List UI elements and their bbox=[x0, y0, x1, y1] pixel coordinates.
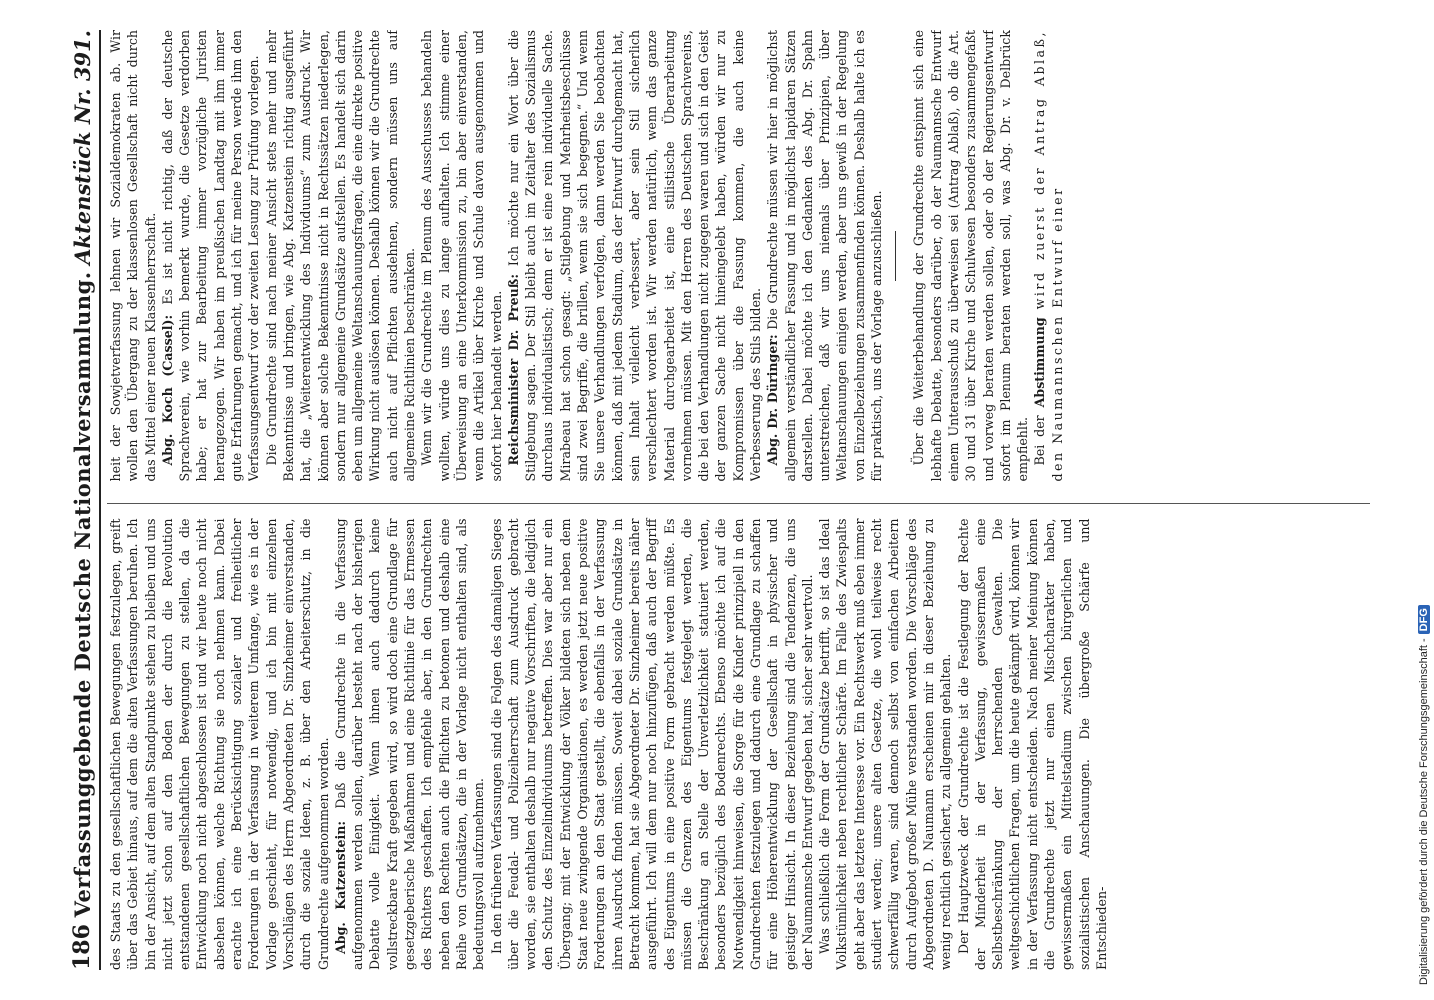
paragraph: Was schließlich die Form der Grundsätze betrifft, so ist das Ideal Volkstümlichkeit neben rechtlicher Schärfe. Im Falle des Zwiespalts geht aber das letztere Interesse vor. Ein Rechtswerk muß eben immer studiert werden; unsere alten Gesetze, die wohl teilweise recht schwerfällig waren, sind dennoch selbst von einfachen Arbeitern durch Aufgebot großer Mühe verstanden worden. Die Vorschläge des Abgeordneten D. Naumann erscheinen mir in dieser Beziehung zu wenig rechtlich gesichert, zu allgemein gehalten. bbox=[817, 518, 954, 970]
paragraph bbox=[505, 30, 764, 482]
paragraph-text: Daß die Grundrechte in die Verfassung aufgenommen werden sollen, darüber besteht nach der bisherigen Debatte volle Einigkeit. Wenn ihnen auch dadurch keine vollstreckbare Kraft gegeben wird, so wird doch eine Grundlage für gesetzgeberische Maßnahmen und eine Richtlinie für das Ermessen des Richters geschaffen. Ich empfehle aber, in den Grundrechten neben den Rechten auch die Pflichten zu betonen und deshalb eine Reihe von Grundsätzen, die in der Vorlage nicht enthalten sind, als bedeutungsvoll aufzunehmen. bbox=[332, 518, 487, 970]
page-header bbox=[55, 30, 95, 970]
paragraph: In den früheren Verfassungen sind die Folgen des damaligen Sieges über die Feudal- und Polizeiherrschaft zum Ausdruck gebracht worden, sie enthalten deshalb nur negative Vorschriften, die lediglich den Schutz des Einzelindividuums betreffen. Dies war aber nur ein Übergang; mit der Entwicklung der Völker bildeten sich neben dem Staat neue zwingende Organisationen, es werden jetzt neue positive Forderungen an den Staat gestellt, die ebenfalls in der Verfassung ihren Ausdruck finden müssen. Soweit dabei soziale Grundsätze in Betracht kommen, hat sie Abgeordneter Dr. Sinzheimer bereits näher ausgeführt. Ich will dem nur noch hinzufügen, daß auch der Begriff des Eigentums in eine positive Form gebracht werden müßte. Es müssen die Grenzen des Eigentums festgelegt werden, die Beschränkung an Stelle der Unverletzlichkeit statuiert werden, besonders bezüglich des Bodenrechts. Ebenso möchte ich auf die Notwendigkeit hinweisen, die Sorge für die Kinder prinzipiell in den Grundrechten festzulegen und dadurch eine Grundlage zu schaffen für eine Höherentwicklung der Gesellschaft in physischer und geistiger Hinsicht. In dieser Beziehung sind die Tendenzen, die uns der Naumannsche Entwurf gegeben hat, sicher sehr wertvoll. bbox=[488, 518, 815, 970]
running-title: Verfassunggebende Deutsche Nationalversammlung. bbox=[70, 271, 95, 918]
paragraph: Der Hauptzweck der Grundrechte ist die Festlegung der Rechte der Minderheit in der Verfassung, gewissermaßen eine Selbstbeschränkung der herrschenden Gewalten. Die weltgeschichtlichen Fragen, um die heute gekämpft wird, können wir in der Verfassung nicht entscheiden. Nach meiner Meinung können die Grundrechte jetzt nur einen Mischcharakter haben, gewissermaßen ein Mittelstadium zwischen bürgerlichen und sozialistischen Anschauungen. Die übergroße Schärfe und Entschieden- bbox=[955, 518, 1109, 970]
paragraph bbox=[332, 519, 488, 971]
paragraph bbox=[159, 30, 263, 482]
right-column bbox=[107, 30, 1370, 482]
header-rule bbox=[99, 30, 101, 970]
paragraph: heit der Sowjetverfassung lehnen wir Sozialdemokraten ab. Wir wollen den Übergang zu der klassenlosen Gesellschaft nicht durch das Mittel einer neuen Klassenherrschaft. bbox=[108, 30, 158, 482]
paragraph-text: Es ist nicht richtig, daß der deutsche Sprachverein, wie vorhin bemerkt wurde, die Gesetze verdorben habe; er hat zur Bearbeitung immer vorzügliche Juristen herangezogen. Wir haben im preußischen Landtag mit ihm immer gute Erfahrungen gemacht, und ich für meine Person werde ihm den Verfassungsentwurf vor der zweiten Lesung zur Prüfung vorlegen. bbox=[159, 30, 262, 482]
document-page bbox=[55, 20, 1370, 980]
speaker-name: Abg. Katzenstein: bbox=[332, 820, 348, 954]
paragraph: Wenn wir die Grundrechte im Plenum des Ausschusses behandeln wollten, würde uns dies zu lange aufhalten. Ich stimme einer Überweisung an eine Unterkommission zu, bin aber einverstanden, wenn die Artikel über Kirche und Schule davon ausgenommen und sofort hier behandelt werden. bbox=[419, 30, 504, 482]
text-columns bbox=[107, 30, 1370, 970]
speaker-name: Abg. Dr. Düringer: bbox=[765, 334, 781, 466]
left-column bbox=[107, 504, 1370, 971]
paragraph-text: Die Grundrechte müssen wir hier in möglichst allgemein verständlicher Fassung und in möglichst lapidaren Sätzen darstellen. Dabei möchte ich den Gedanken des Abg. Dr. Spahn unterstreichen, daß wir uns niemals über Prinzipien, über Weltanschauungen einigen werden, aber uns gewiß in der Regelung von Einzelbeziehungen zusammenfinden können. Deshalb halte ich es für praktisch, uns der Vorlage anzuschließen. bbox=[765, 30, 885, 482]
paragraph-text: Bei der bbox=[1032, 415, 1048, 466]
paragraph-text: wird zuerst der Antrag Ablaß, den Naumannschen Entwurf einer bbox=[1032, 30, 1065, 482]
speaker-name: Reichsminister Dr. Preuß: bbox=[505, 274, 521, 466]
speaker-name: Abg. Koch (Cassel): bbox=[159, 314, 175, 466]
paragraph bbox=[764, 30, 885, 482]
page-number: 186 bbox=[69, 924, 95, 970]
paragraph: des Staats zu den gesellschaftlichen Bewegungen festzulegen, greift über das Gebiet hinaus, auf dem die alten Verfassungen beruhen. Ich bin der Ansicht, auf dem alten Standpunkte stehen zu bleiben und uns nicht jetzt schon auf den Boden der durch die Revolution entstandenen gesellschaftlichen Bewegungen zu stellen, da die Entwicklung noch nicht abgeschlossen ist und wir heute noch nicht absehen können, welche Richtung sie noch nehmen kann. Dabei erachte ich eine Berücksichtigung sozialer und freiheitlicher Forderungen in der Verfassung in weiterem Umfange, wie es in der Vorlage geschieht, für notwendig, und ich bin mit einzelnen Vorschlägen des Herrn Abgeordneten Dr. Sinzheimer einverstanden, durch die soziale Ideen, z. B. über den Arbeiterschutz, in die Grundrechte aufgenommen worden. bbox=[108, 518, 331, 970]
document-number: Aktenstück Nr. 391. bbox=[70, 30, 95, 265]
paragraph bbox=[1031, 30, 1066, 482]
digitization-text: Digitalisierung gefördert durch die Deutsche Forschungsgemeinschaft - bbox=[1418, 638, 1430, 985]
emphasis: Abstimmung bbox=[1032, 317, 1048, 408]
digitization-note bbox=[1418, 605, 1430, 985]
dfg-logo: DFG bbox=[1418, 605, 1430, 634]
paragraph: Über die Weiterbehandlung der Grundrechte entspinnt sich eine lebhafte Debatte, besonders darüber, ob der Naumannsche Entwurf einem Unterausschuß zu überweisen sei (Antrag Ablaß), ob die Art. 30 und 31 über Kirche und Schulwesen besonders zusammengefaßt und vorweg beraten werden sollen, oder ob der Regierungsentwurf sofort im Plenum beraten werden soll, was Abg. Dr. v. Delbrück empfiehlt. bbox=[911, 30, 1031, 482]
paragraph-text: Ich möchte nur ein Wort über die Stilgebung sagen. Der Stil bleibt auch im Zeitalter des Sozialismus durchaus individualistisch; denn er ist eine rein individuelle Sache. Mirabeau hat schon gesagt: „Stilgebung und Mehrheitsbeschlüsse sind zwei Begriffe, die brillen, wenn sie sich begegnen.“ Und wenn Sie unsere Verhandlungen verfolgen, dann werden Sie beobachten können, daß mit jedem Stadium, das der Entwurf durchgemacht hat, sein Inhalt vielleicht verbessert, aber sein Stil sicherlich verschlechtert worden ist. Wir werden natürlich, wenn das ganze Material durchgearbeitet ist, eine stilistische Überarbeitung vornehmen müssen. Mit den Herren des Deutschen Sprachvereins, die bei den Verhandlungen nicht zugegen waren und sich in den Geist der ganzen Sache nicht hineingelebt haben, würden wir nur zu Kompromissen über die Fassung kommen, die auch keine Verbesserung des Stils bilden. bbox=[505, 30, 763, 482]
section-divider bbox=[895, 231, 896, 281]
paragraph: Die Grundrechte sind nach meiner Ansicht stets mehr und mehr Bekenntnisse und bringen, wie Abg. Katzenstein richtig ausgeführt hat, die „Weiterentwicklung des Individuums“ zum Ausdruck. Wir können aber solche Bekenntnisse nicht in Rechtssätzen niederlegen, sondern nur allgemeine Grundsätze aufstellen. Es handelt sich darin eben um allgemeine Weltanschauungsfragen, die eine direkte positive Wirkung nicht auslösen können. Deshalb können wir die Grundrechte auch nicht auf Pflichten ausdehnen, sondern müssen uns auf allgemeine Richtlinien beschränken. bbox=[263, 30, 418, 482]
